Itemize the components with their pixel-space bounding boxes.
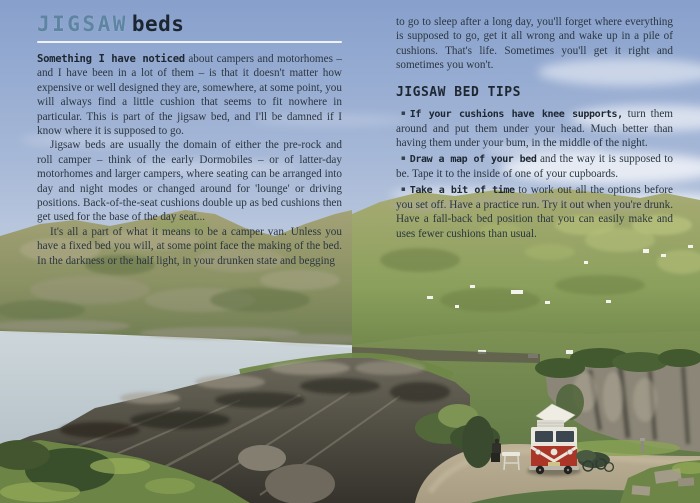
windshield-right: [556, 431, 574, 442]
bullet-icon: ▪: [401, 184, 406, 193]
windshield-left: [535, 431, 553, 442]
tips-heading: JIGSAW BED TIPS: [396, 84, 521, 100]
bullet-icon: ▪: [401, 108, 406, 117]
tip-lead: Draw a map of your bed: [409, 153, 537, 165]
tip-text: turn them around and put them under your head. Much better than having them under your bum, in the middle of the night.: [396, 107, 673, 150]
tip-item: [396, 151, 673, 182]
paragraph-lead: Something I have noticed: [37, 53, 185, 65]
paragraph-intro: [37, 52, 342, 138]
bullet-icon: ▪: [401, 153, 406, 162]
tip-item: [396, 106, 673, 151]
paragraph-text: about campers and motorhomes – and I have been in a lot of them – is that it doesn't matter how expensive or well designed they are, somewhere, at some point, you will always find a little cushion that seems to fit nowhere in particular. This is part of the jigsaw bed, and I'll be damned if I know where it is supposed to go.: [37, 53, 342, 138]
left-column: [37, 11, 342, 268]
title-rest: beds: [131, 12, 185, 36]
tip-item: [396, 182, 673, 242]
tip-text: to work out all the options before you set off. Have a practice run. Try it out when you're drunk. Have a fall-back bed position that you can easily make and uses fewer cushions than usual.: [396, 183, 673, 240]
vw-badge: [551, 449, 558, 456]
headlight: [567, 449, 572, 454]
paragraph: Jigsaw beds are usually the domain of either the pre-rock and roll camper – think of the early Dormobiles – or of latter-day motorhomes and larger campers, where seating can be arranged into day and night modes or changed around for 'lounge' or driving positions. Back-of-the-seat cushions double up as bed cushions then get used for the base of the day seat...: [37, 139, 342, 224]
boulder: [265, 464, 335, 503]
paragraph-continuation: to go to sleep after a long day, you'll forget where everything is supposed to go, get it all wrong and wake up in a pile of cushions. That's life. Sometimes you'll get it right and sometimes you won't.: [396, 16, 673, 72]
boulder: [238, 445, 286, 471]
tip-lead: Take a bit of time: [409, 184, 515, 196]
page-title: [37, 11, 342, 37]
tip-text: and the way it is supposed to be. Tape it to the inside of one of your cupboards.: [396, 152, 673, 181]
paragraph: It's all a part of what it means to be a camper van. Unless you have a fixed bed you will, at some point face the making of the bed. In the darkness or the half light, in your drunken state and begging: [37, 225, 342, 267]
title-rule: [37, 41, 342, 43]
title-accent: JIGSAW: [37, 12, 128, 36]
headlight: [535, 449, 540, 454]
right-column: [396, 15, 673, 241]
tip-lead: If your cushions have knee supports,: [409, 108, 623, 120]
